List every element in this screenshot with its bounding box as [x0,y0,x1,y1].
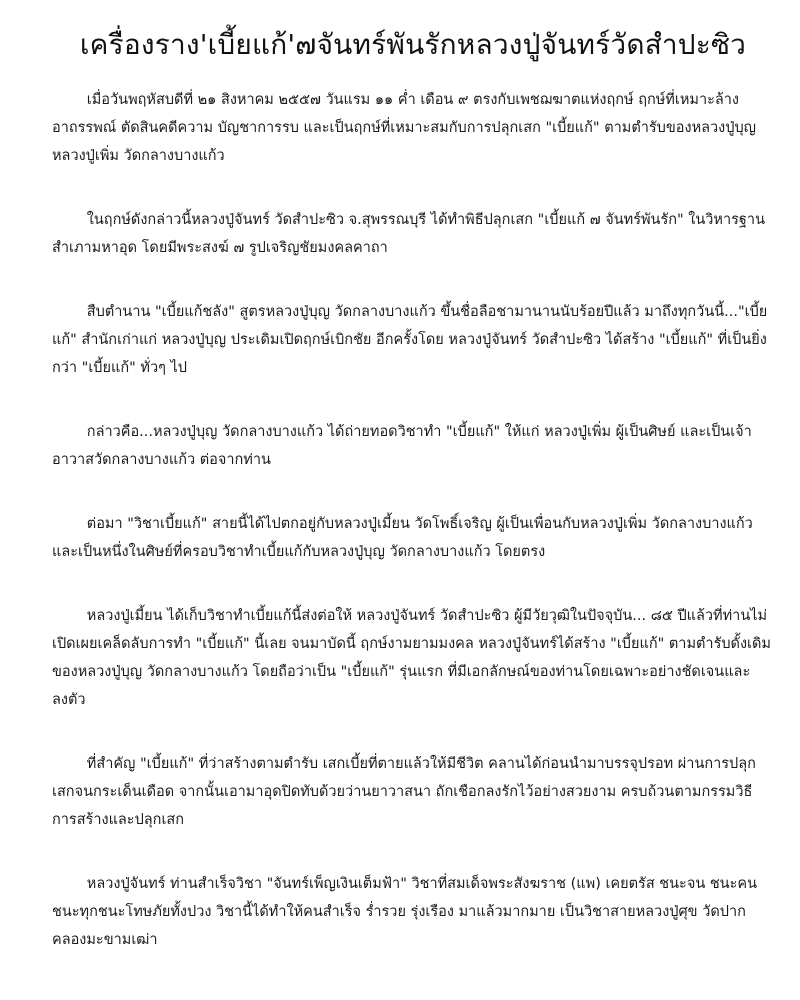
paragraph-luang-pu-chan: หลวงปู่จันทร์ ท่านสำเร็จวิชา "จันทร์เพ็ญเงินเต็มฟ้า" วิชาที่สมเด็จพระสังฆราช (แพ) เคยตรัส ชนะจน ชนะคน ชนะทุกชนะโทษภัยทั้งปวง วิชานี้ได้ทำให้คนสำเร็จ ร่ำรวย รุ่งเรือง มาแล้วมากมาย เป็นวิชาสายหลวงปู่ศุข วัดปากคลองมะขามเฒ่า [52,875,757,948]
paragraph-luang-pu-mian: หลวงปู่เมี้ยน ได้เก็บวิชาทำเบี้ยแก้นี้ส่งต่อให้ หลวงปู่จันทร์ วัดสำปะซิว ผู้มีวัยวุฒิในปัจจุบัน... ๘๕ ปีแล้วที่ท่านไม่เปิดเผยเคล็ดลับการทำ "เบี้ยแก้" นี้เลย จนมาบัดนี้ ฤกษ์งามยามมงคล หลวงปู่จันทร์ได้สร้าง "เบี้ยแก้" ตามตำรับดั้งเดิมของหลวงปู่บุญ วัดกลางบางแก้ว โดยถือว่าเป็น "เบี้ยแก้" รุ่นแรก ที่มีเอกลักษณ์ของท่านโดยเฉพาะอย่างชัดเจนและลงตัว [52,607,771,708]
paragraph-auspicious-date: เมื่อวันพฤหัสบดีที่ ๒๑ สิงหาคม ๒๕๕๗ วันแรม ๑๑ ค่ำ เดือน ๙ ตรงกับเพชฌฆาตแห่งฤกษ์ ฤกษ์ที่เหมาะล้างอาถรรพณ์ ตัดสินคดีความ บัญชาการรบ และเป็นฤกษ์ที่เหมาะสมกับการปลุกเสก "เบี้ยแก้" ตามตำรับของหลวงปู่บุญ หลวงปู่เพิ่ม วัดกลางบางแก้ว [52,91,757,164]
paragraph-legend: สืบตำนาน "เบี้ยแก้ชลัง" สูตรหลวงปู่บุญ วัดกลางบางแก้ว ขึ้นชื่อลือชามานานนับร้อยปีแล้ว มาถึงทุกวันนี้..."เบี้ยแก้" สำนักเก่าแก่ หลวงปู่บุญ ประเดิมเปิดฤกษ์เบิกชัย อีกครั้งโดย หลวงปู่จันทร์ วัดสำปะซิว ได้สร้าง "เบี้ยแก้" ที่เป็นยิ่งกว่า "เบี้ยแก้" ทั่วๆ ไป [52,303,768,376]
paragraph-creation-method: ที่สำคัญ "เบี้ยแก้" ที่ว่าสร้างตามตำรับ เสกเบี้ยที่ตายแล้วให้มีชีวิต คลานได้ก่อนนำมาบรรจุปรอท ผ่านการปลุกเสกจนกระเด็นเดือด จากนั้นเอามาอุดปิดทับด้วยว่านยาวาสนา ถักเชือกลงรักไว้อย่างสวยงาม ครบถ้วนตามกรรมวิธีการสร้างและปลุกเสก [52,755,756,828]
paragraph-lineage: กล่าวคือ...หลวงปู่บุญ วัดกลางบางแก้ว ได้ถ่ายทอดวิชาทำ "เบี้ยแก้" ให้แก่ หลวงปู่เพิ่ม ผู้เป็นศิษย์ และเป็นเจ้าอาวาสวัดกลางบางแก้ว ต่อจากท่าน [52,423,752,468]
article-body [52,86,774,954]
paragraph-lineage-continued: ต่อมา "วิชาเบี้ยแก้" สายนี้ได้ไปตกอยู่กับหลวงปู่เมี้ยน วัดโพธิ์เจริญ ผู้เป็นเพื่อนกับหลวงปู่เพิ่ม วัดกลางบางแก้ว และเป็นหนึ่งในศิษย์ที่ครอบวิชาทำเบี้ยแก้กับหลวงปู่บุญ วัดกลางบางแก้ว โดยตรง [52,515,753,560]
article-title: เครื่องราง'เบี้ยแก้'๗จันทร์พันรักหลวงปู่จันทร์วัดสำปะซิว [79,28,747,61]
paragraph-ceremony: ในฤกษ์ดังกล่าวนี้หลวงปู่จันทร์ วัดสำปะซิว จ.สุพรรณบุรี ได้ทำพิธีปลุกเสก "เบี้ยแก้ ๗ จันทร์พันรัก" ในวิหารฐานสำเภามหาอุด โดยมีพระสงฆ์ ๗ รูปเจริญชัยมงคลคาถา [52,211,765,256]
